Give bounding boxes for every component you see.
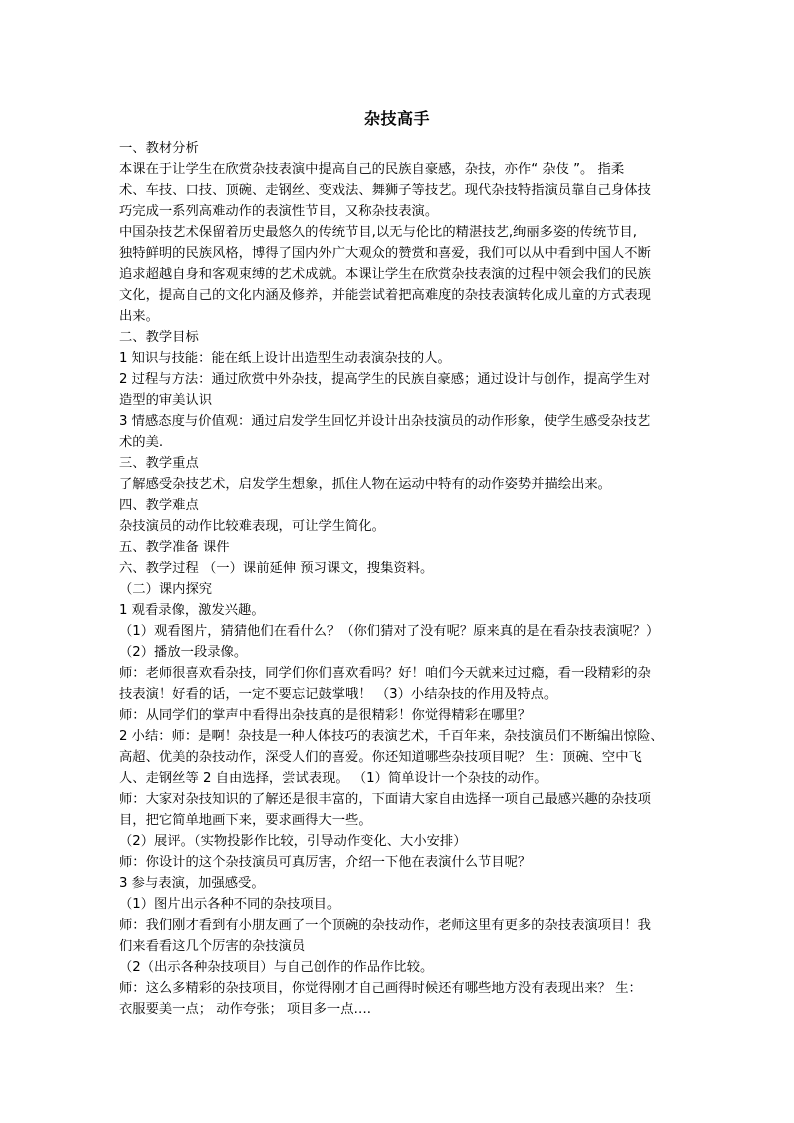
- text-line: 们来看看这几个厉害的杂技演员: [119, 939, 306, 954]
- text-line: 文化，提高自己的文化内涵及修养，并能尝试着把高难度的杂技表演转化成儿童的方式表现: [119, 288, 651, 303]
- text-line: 出来。: [119, 309, 159, 324]
- text-line: 了解感受杂技艺术，启发学生想象，抓住人物在运动中特有的动作姿势并描绘出来。: [119, 477, 611, 492]
- text-line: 六、教学过程 （一）课前延伸 预习课文，搜集资料。: [119, 561, 434, 576]
- text-line: 巧完成一系列高难动作的表演性节目，又称杂技表演。: [119, 204, 439, 219]
- text-line: 造型的审美认识: [119, 393, 213, 408]
- text-line: （二）课内探究: [119, 582, 213, 597]
- text-line: 3 情感态度与价值观：通过启发学生回忆并设计出杂技演员的动作形象，使学生感受杂技艺: [119, 414, 651, 429]
- text-line: 师：从同学们的掌声中看得出杂技真的是很精彩！你觉得精彩在哪里？: [119, 708, 532, 723]
- text-line: （2（出示各种杂技项目）与自己创作的作品作比较。: [119, 960, 434, 975]
- text-line: 独特鲜明的民族风格，博得了国内外广大观众的赞赏和喜爱，我们可以从中看到中国人不断: [119, 246, 651, 261]
- text-line: 2 小结：师：是啊！杂技是一种人体技巧的表演艺术，千百年来，杂技演员们不断编出惊险、: [119, 729, 664, 744]
- text-line: 技表演！好看的话，一定不要忘记鼓掌哦！ （3）小结杂技的作用及特点。: [119, 687, 558, 702]
- text-line: 衣服要美一点； 动作夸张； 项目多一点….: [119, 1002, 372, 1017]
- text-line: 术、车技、口技、顶碗、走钢丝、变戏法、舞狮子等技艺。现代杂技特指演员靠自己身体技: [119, 183, 651, 198]
- text-line: 人、走钢丝等 2 自由选择，尝试表现。 （1）简单设计一个杂技的动作。: [119, 771, 548, 786]
- text-line: 杂技演员的动作比较难表现，可让学生简化。: [119, 519, 385, 534]
- text-line: 高超、优美的杂技动作，深受人们的喜爱。你还知道哪些杂技项目呢？ 生：顶碗、空中飞: [119, 750, 642, 765]
- text-line: 3 参与表演，加强感受。: [119, 876, 265, 891]
- text-line: 四、教学难点: [119, 498, 199, 513]
- text-line: （1）图片出示各种不同的杂技项目。: [119, 897, 341, 912]
- text-line: 师：我们刚才看到有小朋友画了一个顶碗的杂技动作，老师这里有更多的杂技表演项目！我: [119, 918, 651, 933]
- text-line: 三、教学重点: [119, 456, 199, 471]
- text-line: 术的美.: [119, 435, 164, 450]
- text-line: 五、教学准备 课件: [119, 540, 230, 555]
- text-line: 一、教材分析: [119, 141, 199, 156]
- text-line: 二、教学目标: [119, 330, 199, 345]
- text-line: 师：你设计的这个杂技演员可真厉害，介绍一下他在表演什么节目呢？: [119, 855, 532, 870]
- text-line: 本课在于让学生在欣赏杂技表演中提高自己的民族自豪感，杂技，亦作“ 杂伎 ”。 指柔: [119, 162, 625, 177]
- text-line: 追求超越自身和客观束缚的艺术成就。本课让学生在欣赏杂技表演的过程中领会我们的民族: [119, 267, 651, 282]
- text-line: 1 知识与技能：能在纸上设计出造型生动表演杂技的人。: [119, 351, 451, 366]
- text-line: （2）展评。（实物投影作比较，引导动作变化、大小安排）: [119, 834, 467, 849]
- text-line: 师：老师很喜欢看杂技，同学们你们喜欢看吗？好！咱们今天就来过过瘾，看一段精彩的杂: [119, 666, 651, 681]
- text-line: 中国杂技艺术保留着历史最悠久的传统节目,以无与伦比的精湛技艺,绚丽多姿的传统节目,: [119, 225, 637, 240]
- text-line: 1 观看录像，激发兴趣。: [119, 603, 265, 618]
- document-title: 杂技高手: [363, 109, 430, 128]
- text-line: 2 过程与方法：通过欣赏中外杂技，提高学生的民族自豪感；通过设计与创作，提高学生对: [119, 372, 651, 387]
- text-line: （2）播放一段录像。: [119, 645, 248, 660]
- text-line: 目，把它简单地画下来，要求画得大一些。: [119, 813, 372, 828]
- document-body: [119, 138, 685, 1020]
- text-line: （1）观看图片，猜猜他们在看什么？（你们猜对了没有呢？原来真的是在看杂技表演呢？）: [119, 624, 660, 639]
- text-line: 师：这么多精彩的杂技项目，你觉得刚才自己画得时候还有哪些地方没有表现出来？ 生：: [119, 981, 642, 996]
- text-line: 师：大家对杂技知识的了解还是很丰富的，下面请大家自由选择一项自己最感兴趣的杂技项: [119, 792, 651, 807]
